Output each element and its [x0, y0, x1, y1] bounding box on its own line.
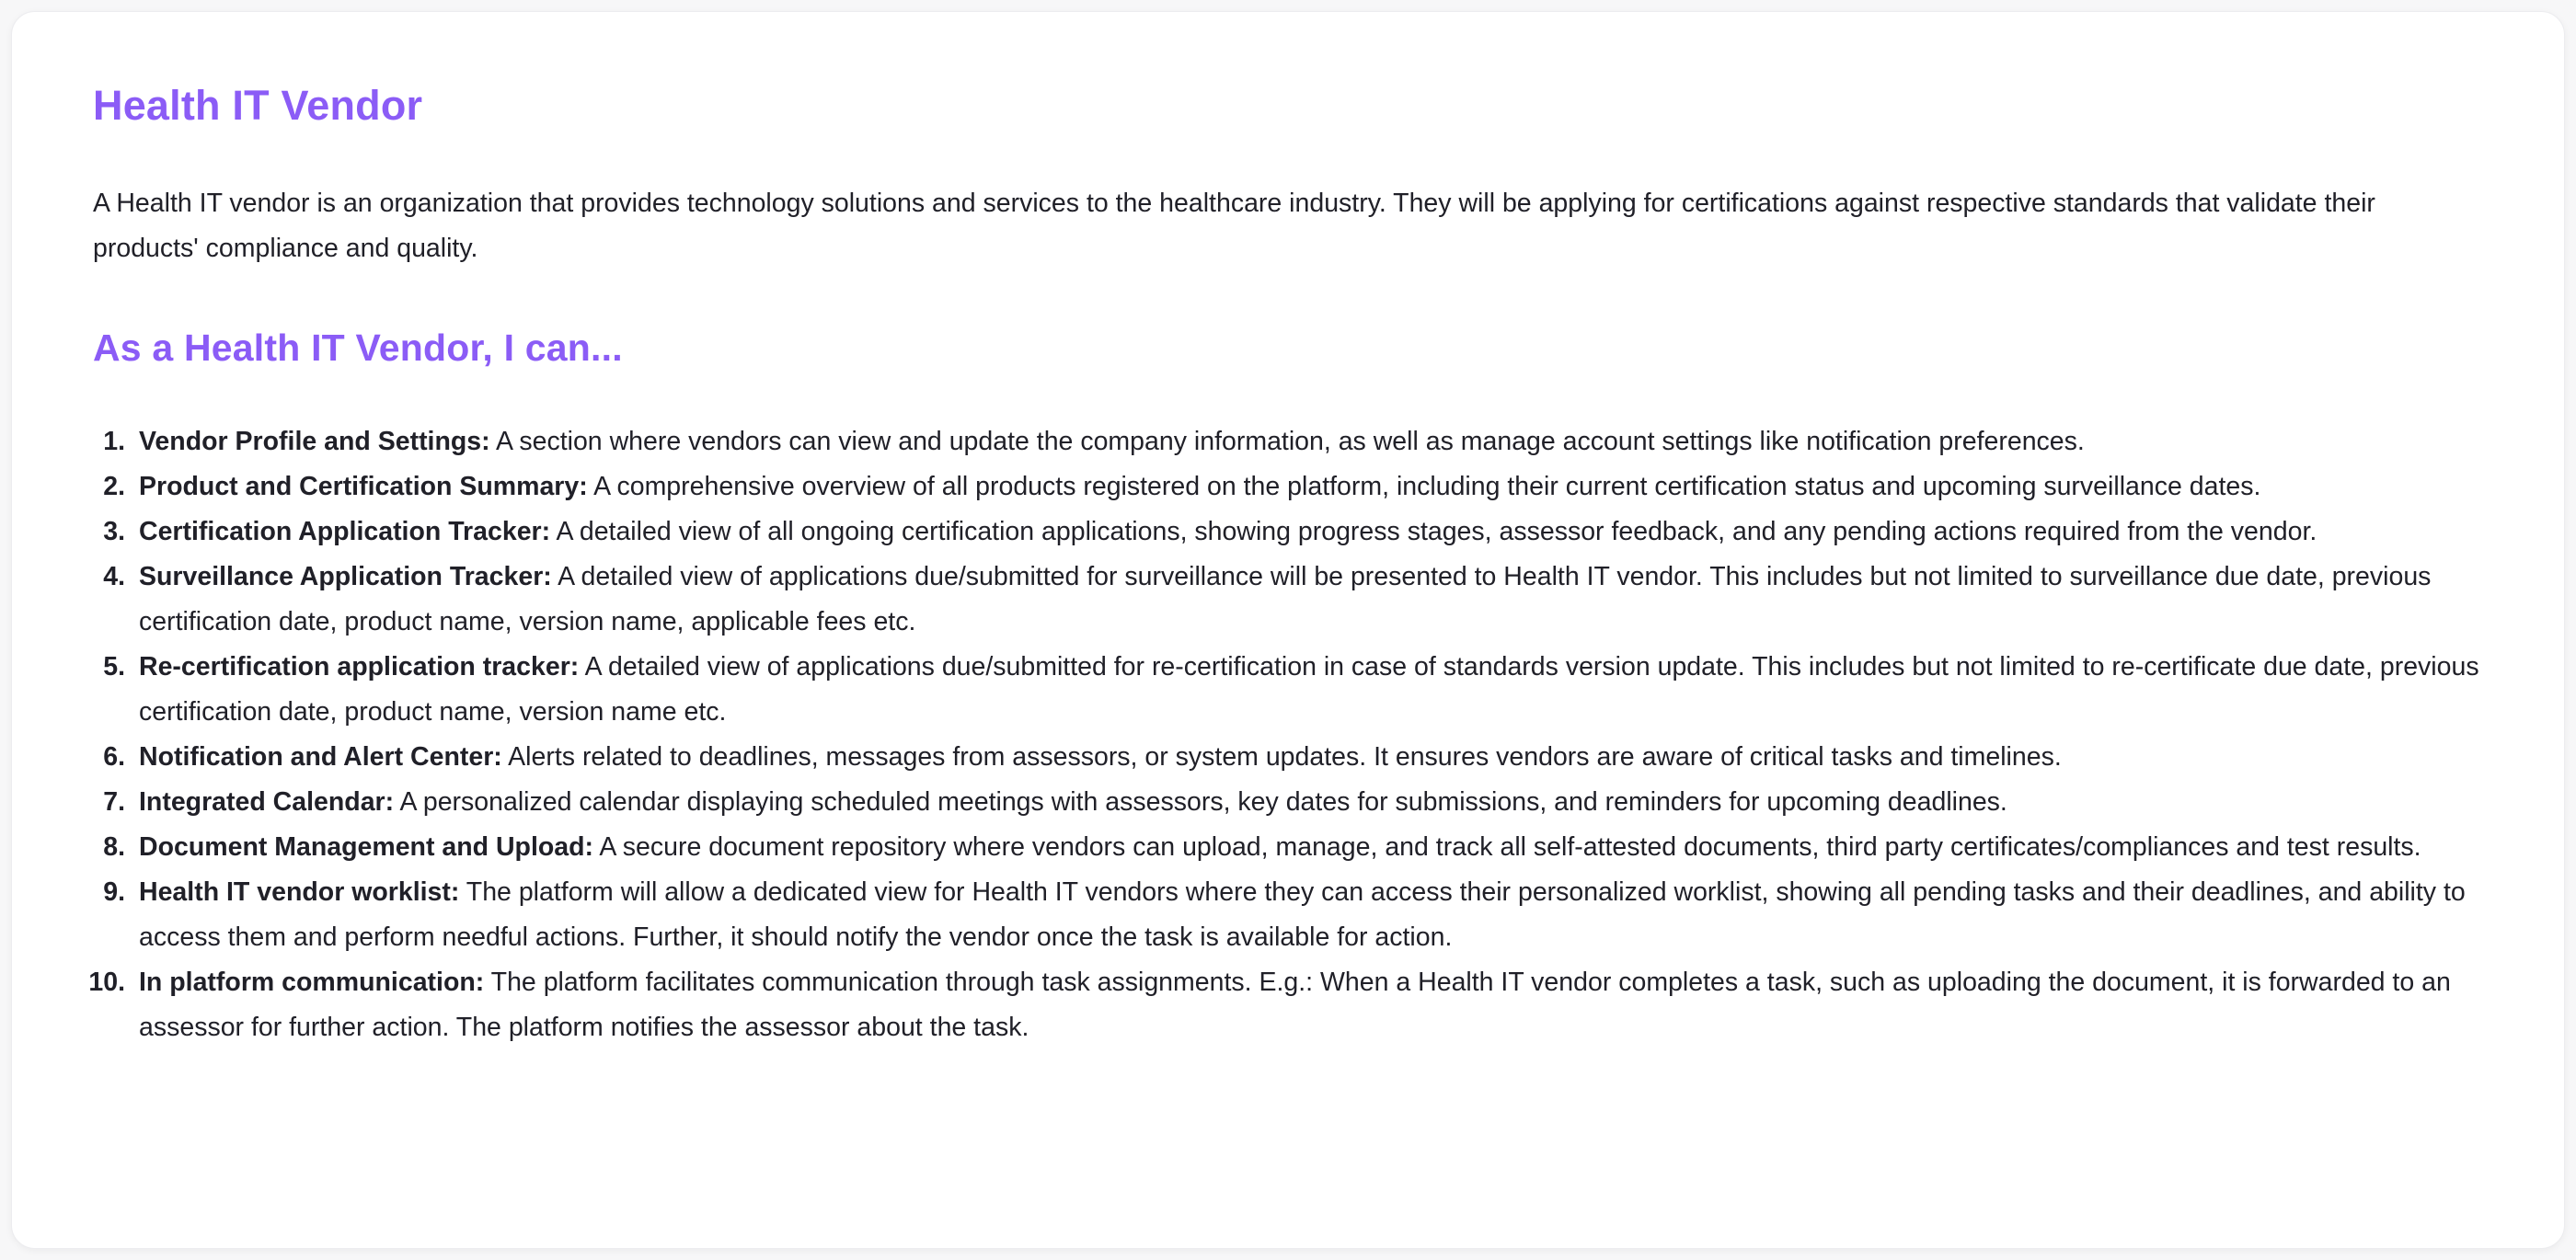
list-item-number: 2. [103, 472, 125, 501]
section-heading: As a Health IT Vendor, I can... [93, 326, 623, 369]
list-item [79, 780, 2483, 825]
capability-list [79, 419, 2483, 1050]
list-item-description: The platform facilitates communication through task assignments. E.g.: When a Health IT vendor completes a task, such as uploading the document, it is forwarded to an assessor for further action. The platform notifies the assessor about the task. [139, 968, 2451, 1042]
list-item [79, 510, 2483, 555]
list-item-description: A section where vendors can view and update the company information, as well as manage account settings like notification preferences. [496, 427, 2085, 456]
list-item-text [139, 510, 2480, 555]
list-item [79, 555, 2483, 645]
list-item-number: 1. [103, 427, 125, 456]
list-item-number: 9. [103, 877, 125, 907]
list-item-description: The platform will allow a dedicated view for Health IT vendors where they can access their personalized worklist, showing all pending tasks and their deadlines, and ability to access them and perform needful actions. Further, it should notify the vendor once the task is available for action. [139, 877, 2466, 952]
list-item-label: In platform communication: [139, 968, 485, 997]
list-item-text [139, 960, 2480, 1050]
list-item-number: 8. [103, 832, 125, 862]
list-item-description: A detailed view of all ongoing certification applications, showing progress stages, assessor feedback, and any pending actions required from the vendor. [556, 517, 2317, 546]
list-item-description: A detailed view of applications due/submitted for surveillance will be presented to Health IT vendor. This includes but not limited to surveillance due date, previous certification date, product name, version name, applicable fees etc. [139, 562, 2432, 636]
list-item-label: Health IT vendor worklist: [139, 877, 460, 907]
list-item-label: Certification Application Tracker: [139, 517, 551, 546]
list-item [79, 735, 2483, 780]
document-card [11, 11, 2565, 1249]
list-item [79, 960, 2483, 1050]
list-item-description: A secure document repository where vendors can upload, manage, and track all self-attested documents, third party certificates/compliances and test results. [599, 832, 2421, 862]
intro-paragraph: A Health IT vendor is an organization that provides technology solutions and services to the healthcare industry. They will be applying for certifications against respective standards that validate their products' compliance and quality. [93, 189, 2375, 263]
list-item-text [139, 645, 2480, 735]
list-item [79, 645, 2483, 735]
list-item-text [139, 780, 2480, 825]
list-item-label: Re-certification application tracker: [139, 652, 580, 682]
list-item-text [139, 555, 2480, 645]
list-item-label: Surveillance Application Tracker: [139, 562, 552, 591]
list-item-text [139, 464, 2480, 510]
list-item-label: Integrated Calendar: [139, 787, 395, 817]
list-item-text [139, 419, 2480, 464]
list-item-text [139, 735, 2480, 780]
list-item-label: Notification and Alert Center: [139, 742, 502, 772]
list-item [79, 825, 2483, 870]
list-item-label: Vendor Profile and Settings: [139, 427, 490, 456]
list-item [79, 870, 2483, 960]
list-item-number: 5. [103, 652, 125, 682]
list-item-label: Document Management and Upload: [139, 832, 594, 862]
list-item-text [139, 825, 2480, 870]
list-item-description: Alerts related to deadlines, messages from assessors, or system updates. It ensures vendors are aware of critical tasks and timelines. [508, 742, 2062, 772]
list-item-description: A detailed view of applications due/submitted for re-certification in case of standards version update. This includes but not limited to re-certificate due date, previous certification date, product name, version name etc. [139, 652, 2479, 727]
list-item-number: 4. [103, 562, 125, 591]
list-item-number: 6. [103, 742, 125, 772]
list-item-label: Product and Certification Summary: [139, 472, 588, 501]
page-title: Health IT Vendor [93, 82, 423, 129]
list-item [79, 464, 2483, 510]
list-item-number: 3. [103, 517, 125, 546]
list-item-number: 10. [88, 968, 125, 997]
list-item [79, 419, 2483, 464]
list-item-description: A comprehensive overview of all products registered on the platform, including their current certification status and upcoming surveillance dates. [593, 472, 2261, 501]
list-item-description: A personalized calendar displaying scheduled meetings with assessors, key dates for submissions, and reminders for upcoming deadlines. [399, 787, 2007, 817]
list-item-number: 7. [103, 787, 125, 817]
list-item-text [139, 870, 2480, 960]
